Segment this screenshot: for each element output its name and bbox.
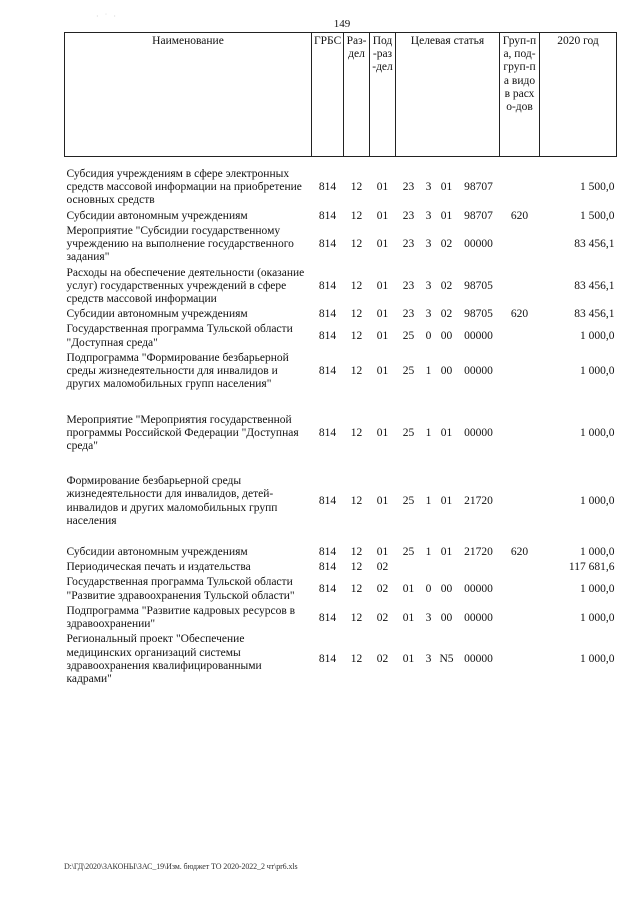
table-row bbox=[65, 266, 617, 308]
row-grbs: 814 bbox=[318, 330, 337, 343]
row-amount-2020: 83 456,1 bbox=[574, 238, 615, 251]
row-razdel: 12 bbox=[350, 611, 363, 624]
row-grbs: 814 bbox=[318, 546, 337, 559]
row-name: Субсидии автономным учреждениям bbox=[66, 546, 248, 559]
row-target-subprogram: 3 bbox=[425, 181, 432, 194]
row-target-direction: 21720 bbox=[464, 494, 493, 507]
row-grbs: 814 bbox=[318, 494, 337, 507]
row-expense-group bbox=[500, 604, 540, 632]
header-name: Наименование bbox=[65, 33, 312, 157]
row-podrazdel: 02 bbox=[376, 561, 389, 574]
row-target-program: 25 bbox=[402, 426, 415, 439]
row-razdel: 12 bbox=[350, 653, 363, 666]
row-amount-2020: 1 000,0 bbox=[580, 330, 615, 343]
row-podrazdel: 01 bbox=[376, 181, 389, 194]
row-amount-2020: 1 000,0 bbox=[580, 546, 615, 559]
row-target-program: 25 bbox=[402, 546, 415, 559]
row-target-subprogram: 0 bbox=[425, 330, 432, 343]
row-target-direction: 98705 bbox=[464, 279, 493, 292]
row-amount-2020: 1 000,0 bbox=[580, 583, 615, 596]
row-target-direction: 98707 bbox=[464, 181, 493, 194]
row-expense-group bbox=[500, 322, 540, 350]
row-name: Государственная программа Тульской области "Развитие здравоохранения Тульской области" bbox=[66, 576, 295, 602]
header-grbs: ГРБС bbox=[312, 33, 344, 157]
page-number: 149 bbox=[333, 18, 351, 30]
header-year: 2020 год bbox=[540, 33, 617, 157]
row-razdel: 12 bbox=[350, 561, 363, 574]
row-expense-group bbox=[500, 560, 540, 575]
row-target-program: 23 bbox=[402, 279, 415, 292]
row-podrazdel: 01 bbox=[376, 546, 389, 559]
row-target-program bbox=[396, 560, 422, 575]
row-target-measure: 02 bbox=[440, 279, 453, 292]
row-target-subprogram: 3 bbox=[425, 653, 432, 666]
row-target-direction: 00000 bbox=[464, 238, 493, 251]
row-target-program: 25 bbox=[402, 330, 415, 343]
row-razdel: 12 bbox=[350, 238, 363, 251]
table-row bbox=[65, 322, 617, 350]
row-target-subprogram: 0 bbox=[425, 583, 432, 596]
table-header-row bbox=[65, 33, 617, 157]
row-target-program: 23 bbox=[402, 238, 415, 251]
spacer-row bbox=[65, 454, 617, 474]
row-podrazdel: 01 bbox=[376, 330, 389, 343]
row-target-program: 25 bbox=[402, 365, 415, 378]
row-target-measure: 00 bbox=[440, 583, 453, 596]
row-name: Субсидия учреждениям в сфере электронных средств массовой информации на приобретение основных средств bbox=[66, 168, 302, 207]
row-podrazdel: 01 bbox=[376, 209, 389, 222]
table-row bbox=[65, 307, 617, 322]
row-target-measure: 01 bbox=[440, 494, 453, 507]
table-row bbox=[65, 474, 617, 529]
row-podrazdel: 02 bbox=[376, 583, 389, 596]
table-row bbox=[65, 632, 617, 687]
row-name: Субсидии автономным учреждениям bbox=[66, 209, 248, 222]
row-target-measure: 01 bbox=[440, 181, 453, 194]
row-grbs: 814 bbox=[318, 426, 337, 439]
row-name: Подпрограмма "Развитие кадровых ресурсов в здравоохранении" bbox=[66, 604, 296, 631]
row-name: Субсидии автономным учреждениям bbox=[66, 308, 248, 321]
table-row bbox=[65, 545, 617, 560]
row-grbs: 814 bbox=[318, 209, 337, 222]
table-row bbox=[65, 575, 617, 603]
row-expense-group: 620 bbox=[510, 209, 529, 222]
row-podrazdel: 01 bbox=[376, 238, 389, 251]
table-row bbox=[65, 560, 617, 575]
row-target-measure: 00 bbox=[440, 365, 453, 378]
row-name: Мероприятие "Субсидии государственному учреждению на выполнение государственного задания" bbox=[66, 224, 294, 264]
row-name: Государственная программа Тульской области "Доступная среда" bbox=[66, 323, 293, 349]
row-razdel: 12 bbox=[350, 181, 363, 194]
row-amount-2020: 83 456,1 bbox=[574, 279, 615, 292]
row-grbs: 814 bbox=[318, 279, 337, 292]
row-target-direction: 00000 bbox=[464, 426, 493, 439]
row-target-subprogram: 3 bbox=[425, 209, 432, 222]
row-expense-group bbox=[500, 474, 540, 529]
row-podrazdel: 01 bbox=[376, 494, 389, 507]
row-target-program: 23 bbox=[402, 308, 415, 321]
row-target-measure: 02 bbox=[440, 238, 453, 251]
row-amount-2020: 1 000,0 bbox=[580, 653, 615, 666]
row-grbs: 814 bbox=[318, 653, 337, 666]
row-target-subprogram: 3 bbox=[425, 611, 432, 624]
row-grbs: 814 bbox=[318, 181, 337, 194]
row-podrazdel: 01 bbox=[376, 308, 389, 321]
row-podrazdel: 02 bbox=[376, 611, 389, 624]
row-target-measure: N5 bbox=[439, 653, 454, 666]
row-target-subprogram: 3 bbox=[425, 308, 432, 321]
row-target-direction: 00000 bbox=[464, 330, 493, 343]
row-grbs: 814 bbox=[318, 611, 337, 624]
row-expense-group bbox=[500, 266, 540, 308]
row-target-subprogram: 1 bbox=[425, 426, 432, 439]
row-name: Периодическая печать и издательства bbox=[66, 561, 251, 574]
row-name: Мероприятие "Мероприятия государственной программы Российской Федерации "Доступная среда" bbox=[66, 413, 299, 452]
row-target-direction: 00000 bbox=[464, 611, 493, 624]
row-expense-group bbox=[500, 351, 540, 393]
table-row bbox=[65, 413, 617, 455]
row-razdel: 12 bbox=[350, 546, 363, 559]
row-target-program: 01 bbox=[402, 611, 415, 624]
row-target-direction: 98705 bbox=[464, 308, 493, 321]
row-grbs: 814 bbox=[318, 583, 337, 596]
row-grbs: 814 bbox=[318, 308, 337, 321]
row-target-measure: 00 bbox=[440, 611, 453, 624]
row-grbs: 814 bbox=[318, 561, 337, 574]
header-razdel: Раз-дел bbox=[344, 33, 370, 157]
row-amount-2020: 1 000,0 bbox=[580, 426, 615, 439]
row-podrazdel: 01 bbox=[376, 426, 389, 439]
row-target-direction: 98707 bbox=[464, 209, 493, 222]
row-target-subprogram: 1 bbox=[425, 494, 432, 507]
row-name: Региональный проект "Обеспечение медицинских организаций системы здравоохранения квалифицированными кадрами" bbox=[66, 633, 262, 685]
row-target-measure: 01 bbox=[440, 426, 453, 439]
row-amount-2020: 1 000,0 bbox=[580, 611, 615, 624]
row-target-measure: 01 bbox=[440, 209, 453, 222]
row-razdel: 12 bbox=[350, 308, 363, 321]
row-target-direction: 00000 bbox=[464, 365, 493, 378]
row-target-subprogram: 3 bbox=[425, 279, 432, 292]
scan-noise: · ˙ · bbox=[96, 12, 118, 21]
file-path-footer: D:\ГД\2020\ЗАКОНЫ\ЗАС_19\Изм. бюджет ТО 2020-2022_2 чт\pr6.xls bbox=[64, 862, 298, 871]
spacer-row bbox=[65, 529, 617, 545]
row-razdel: 12 bbox=[350, 365, 363, 378]
row-podrazdel: 02 bbox=[376, 653, 389, 666]
row-target-program: 23 bbox=[402, 209, 415, 222]
row-expense-group bbox=[500, 575, 540, 603]
row-target-measure: 01 bbox=[440, 546, 453, 559]
row-name: Формирование безбарьерной среды жизнедеятельности для инвалидов, детей-инвалидов и других маломобильных групп населения bbox=[66, 475, 278, 527]
row-target-program: 25 bbox=[402, 494, 415, 507]
row-amount-2020: 83 456,1 bbox=[574, 308, 615, 321]
table-row bbox=[65, 604, 617, 632]
row-target-subprogram: 1 bbox=[425, 546, 432, 559]
row-grbs: 814 bbox=[318, 365, 337, 378]
spacer-row bbox=[65, 393, 617, 413]
table-row bbox=[65, 351, 617, 393]
row-target-subprogram: 3 bbox=[425, 238, 432, 251]
row-podrazdel: 01 bbox=[376, 279, 389, 292]
row-amount-2020: 1 500,0 bbox=[580, 181, 615, 194]
row-razdel: 12 bbox=[350, 330, 363, 343]
row-name: Расходы на обеспечение деятельности (оказание услуг) государственных учреждений в сфере средств массовой информации bbox=[66, 266, 305, 305]
spacer-row bbox=[65, 687, 617, 729]
row-target-direction: 21720 bbox=[464, 546, 493, 559]
row-razdel: 12 bbox=[350, 279, 363, 292]
row-razdel: 12 bbox=[350, 583, 363, 596]
header-target: Целевая статья bbox=[396, 33, 500, 157]
header-group: Груп-па, под-груп-па видов расхо-дов bbox=[500, 33, 540, 157]
row-expense-group bbox=[500, 224, 540, 266]
row-target-measure: 00 bbox=[440, 330, 453, 343]
row-amount-2020: 117 681,6 bbox=[568, 561, 615, 574]
row-razdel: 12 bbox=[350, 494, 363, 507]
row-amount-2020: 1 500,0 bbox=[580, 209, 615, 222]
row-target-measure: 02 bbox=[440, 308, 453, 321]
row-amount-2020: 1 000,0 bbox=[580, 365, 615, 378]
row-target-subprogram bbox=[422, 560, 436, 575]
table-body bbox=[65, 157, 617, 730]
row-podrazdel: 01 bbox=[376, 365, 389, 378]
row-razdel: 12 bbox=[350, 426, 363, 439]
row-target-direction: 00000 bbox=[464, 653, 493, 666]
row-expense-group bbox=[500, 413, 540, 455]
row-razdel: 12 bbox=[350, 209, 363, 222]
row-amount-2020: 1 000,0 bbox=[580, 494, 615, 507]
row-name: Подпрограмма "Формирование безбарьерной среды жизнедеятельности для инвалидов и других маломобильных групп населения" bbox=[66, 351, 289, 391]
row-target-program: 01 bbox=[402, 583, 415, 596]
row-target-direction: 00000 bbox=[464, 583, 493, 596]
budget-table-sheet bbox=[64, 32, 616, 729]
row-target-program: 23 bbox=[402, 181, 415, 194]
row-target-subprogram: 1 bbox=[425, 365, 432, 378]
row-target-direction bbox=[458, 560, 500, 575]
table-row bbox=[65, 209, 617, 224]
row-grbs: 814 bbox=[318, 238, 337, 251]
row-target-measure bbox=[436, 560, 458, 575]
table-row bbox=[65, 167, 617, 209]
header-podrazdel: Под-раз-дел bbox=[370, 33, 396, 157]
row-expense-group: 620 bbox=[510, 308, 529, 321]
spacer-row bbox=[65, 157, 617, 168]
table-row bbox=[65, 224, 617, 266]
row-expense-group bbox=[500, 167, 540, 209]
row-expense-group bbox=[500, 632, 540, 687]
row-target-program: 01 bbox=[402, 653, 415, 666]
budget-table bbox=[64, 32, 617, 729]
row-expense-group: 620 bbox=[510, 546, 529, 559]
